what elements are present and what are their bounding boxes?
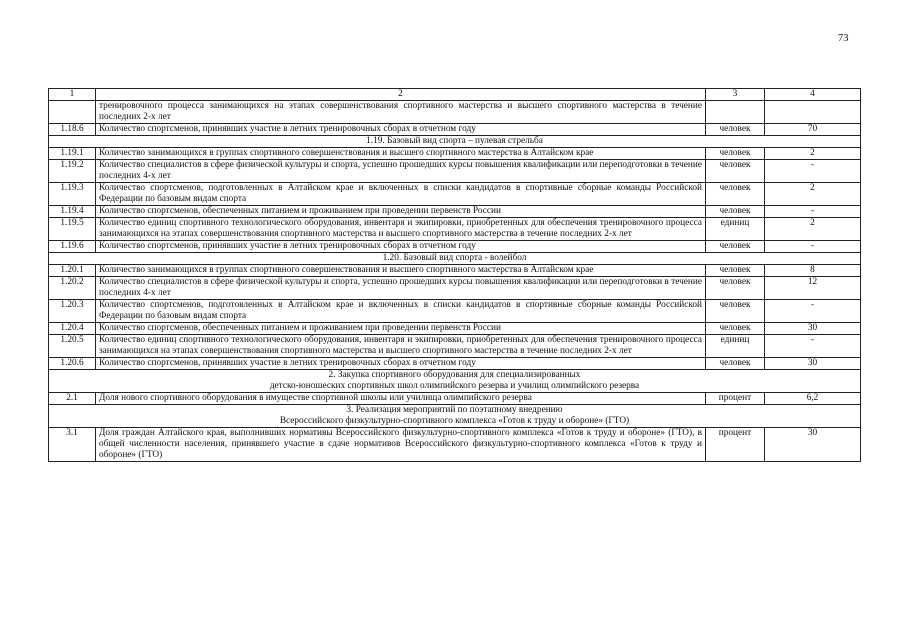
indicator-number: 2.1 bbox=[49, 393, 96, 405]
indicator-value: 2 bbox=[765, 148, 861, 160]
table-row bbox=[49, 428, 861, 462]
table-row bbox=[49, 241, 861, 253]
table-row bbox=[49, 148, 861, 160]
indicator-unit: человек bbox=[706, 358, 765, 370]
indicator-value: - bbox=[765, 160, 861, 183]
table-header-row bbox=[49, 89, 861, 101]
indicator-description: Количество спортсменов, принявших участие в летних тренировочных сборах в отчетном году bbox=[96, 358, 706, 370]
indicator-value: 12 bbox=[765, 277, 861, 300]
indicator-description: Количество спортсменов, обеспеченных питанием и проживанием при проведении первенств России bbox=[96, 206, 706, 218]
indicator-number: 1.19.3 bbox=[49, 183, 96, 206]
section-title bbox=[49, 253, 861, 265]
header-cell-1: 1 bbox=[49, 89, 96, 101]
indicator-value: 2 bbox=[765, 218, 861, 241]
indicator-value: 2 bbox=[765, 183, 861, 206]
section-title-line: детско-юношеских спортивных школ олимпийского резерва и училищ олимпийского резерва bbox=[269, 381, 640, 391]
table-row bbox=[49, 335, 861, 358]
table-row bbox=[49, 358, 861, 370]
indicator-unit: человек bbox=[706, 160, 765, 183]
section-title-line: 1.20. Базовый вид спорта - волейбол bbox=[382, 253, 527, 263]
indicator-value: 6,2 bbox=[765, 393, 861, 405]
indicator-unit: человек bbox=[706, 277, 765, 300]
table-row bbox=[49, 323, 861, 335]
indicator-number: 1.19.6 bbox=[49, 241, 96, 253]
indicator-value: 30 bbox=[765, 428, 861, 462]
section-row bbox=[49, 136, 861, 148]
table-row bbox=[49, 218, 861, 241]
table-row bbox=[49, 277, 861, 300]
indicator-description: Количество спортсменов, принявших участие в летних тренировочных сборах в отчетном году bbox=[96, 124, 706, 136]
indicator-description: Количество занимающихся в группах спортивного совершенствования и высшего спортивного мастерства в Алтайском крае bbox=[96, 265, 706, 277]
table-row bbox=[49, 183, 861, 206]
indicator-number: 3.1 bbox=[49, 428, 96, 462]
indicator-description: тренировочного процесса занимающихся на этапах совершенствования спортивного мастерства и высшего спортивного мастерства в течение последних 2-х лет bbox=[96, 101, 706, 124]
indicator-value: 70 bbox=[765, 124, 861, 136]
indicator-number: 1.19.1 bbox=[49, 148, 96, 160]
header-cell-4: 4 bbox=[765, 89, 861, 101]
indicator-description: Доля граждан Алтайского края, выполнивших нормативы Всероссийского физкультурно-спортивного комплекса «Готов к труду и обороне» (ГТО), в общей численности населения, принявшего участие в сдаче нормативов Всероссийского физкультурно-спортивного комплекса «Готов к труду и обороне» (ГТО) bbox=[96, 428, 706, 462]
indicator-unit: человек bbox=[706, 124, 765, 136]
indicator-value: 8 bbox=[765, 265, 861, 277]
indicator-number: 1.19.5 bbox=[49, 218, 96, 241]
indicator-unit: человек bbox=[706, 183, 765, 206]
table-row bbox=[49, 124, 861, 136]
section-title-line: 1.19. Базовый вид спорта – пулевая стрельба bbox=[366, 136, 543, 146]
indicator-description: Количество занимающихся в группах спортивного совершенствования и высшего спортивного мастерства в Алтайском крае bbox=[96, 148, 706, 160]
table-row bbox=[49, 393, 861, 405]
section-title bbox=[49, 370, 861, 393]
table-row bbox=[49, 206, 861, 218]
indicator-unit: человек bbox=[706, 206, 765, 218]
indicator-number: 1.20.6 bbox=[49, 358, 96, 370]
indicator-description: Количество специалистов в сфере физической культуры и спорта, успешно прошедших курсы повышения квалификации или переподготовки в течение последних 4-х лет bbox=[96, 277, 706, 300]
indicator-number: 1.20.1 bbox=[49, 265, 96, 277]
section-title-line: 3. Реализация мероприятий по поэтапному внедрению bbox=[346, 405, 563, 415]
indicator-value bbox=[765, 101, 861, 124]
section-title-line: Всероссийского физкультурно-спортивного комплекса «Готов к труду и обороне» (ГТО) bbox=[279, 416, 630, 426]
indicators-table bbox=[48, 88, 861, 462]
indicator-number: 1.20.3 bbox=[49, 300, 96, 323]
indicator-number: 1.18.6 bbox=[49, 124, 96, 136]
indicator-number: 1.19.2 bbox=[49, 160, 96, 183]
indicator-number: 1.19.4 bbox=[49, 206, 96, 218]
indicator-unit: единиц bbox=[706, 218, 765, 241]
indicator-value: - bbox=[765, 335, 861, 358]
table-row bbox=[49, 300, 861, 323]
indicator-value: 30 bbox=[765, 358, 861, 370]
section-row bbox=[49, 253, 861, 265]
indicator-value: - bbox=[765, 241, 861, 253]
indicator-value: 30 bbox=[765, 323, 861, 335]
section-title bbox=[49, 136, 861, 148]
section-title bbox=[49, 405, 861, 428]
page-number: 73 bbox=[838, 33, 849, 44]
section-row bbox=[49, 405, 861, 428]
indicator-value: - bbox=[765, 300, 861, 323]
header-cell-3: 3 bbox=[706, 89, 765, 101]
table-row bbox=[49, 101, 861, 124]
indicator-description: Доля нового спортивного оборудования в имуществе спортивной школы или училища олимпийского резерва bbox=[96, 393, 706, 405]
section-row bbox=[49, 370, 861, 393]
indicator-unit bbox=[706, 101, 765, 124]
table-row bbox=[49, 265, 861, 277]
indicator-description: Количество спортсменов, подготовленных в Алтайском крае и включенных в списки кандидатов в спортивные сборные команды Российской Федерации по базовым видам спорта bbox=[96, 300, 706, 323]
indicator-unit: человек bbox=[706, 323, 765, 335]
indicator-number: 1.20.5 bbox=[49, 335, 96, 358]
indicator-number bbox=[49, 101, 96, 124]
indicator-unit: человек bbox=[706, 148, 765, 160]
indicator-description: Количество спортсменов, принявших участие в летних тренировочных сборах в отчетном году bbox=[96, 241, 706, 253]
indicator-unit: человек bbox=[706, 241, 765, 253]
indicator-number: 1.20.2 bbox=[49, 277, 96, 300]
indicator-description: Количество единиц спортивного технологического оборудования, инвентаря и экипировки, приобретенных для обеспечения тренировочного процесса занимающихся на этапах совершенствования спортивного мастерства и высшего спортивного мастерства в течение последних 2-х лет bbox=[96, 335, 706, 358]
indicator-unit: процент bbox=[706, 393, 765, 405]
table-row bbox=[49, 160, 861, 183]
indicator-unit: человек bbox=[706, 300, 765, 323]
indicator-unit: человек bbox=[706, 265, 765, 277]
indicator-description: Количество единиц спортивного технологического оборудования, инвентаря и экипировки, приобретенных для обеспечения тренировочного процесса занимающихся на этапах совершенствования спортивного мастерства и высшего спортивного мастерства в течение последних 2-х лет bbox=[96, 218, 706, 241]
indicator-description: Количество спортсменов, подготовленных в Алтайском крае и включенных в списки кандидатов в спортивные сборные команды Российской Федерации по базовым видам спорта bbox=[96, 183, 706, 206]
indicator-value: - bbox=[765, 206, 861, 218]
indicator-number: 1.20.4 bbox=[49, 323, 96, 335]
indicator-description: Количество спортсменов, обеспеченных питанием и проживанием при проведении первенств России bbox=[96, 323, 706, 335]
header-cell-2: 2 bbox=[96, 89, 706, 101]
indicator-unit: процент bbox=[706, 428, 765, 462]
section-title-line: 2. Закупка спортивного оборудования для специализированных bbox=[328, 370, 581, 380]
indicator-description: Количество специалистов в сфере физической культуры и спорта, успешно прошедших курсы повышения квалификации или переподготовки в течение последних 4-х лет bbox=[96, 160, 706, 183]
indicator-unit: единиц bbox=[706, 335, 765, 358]
